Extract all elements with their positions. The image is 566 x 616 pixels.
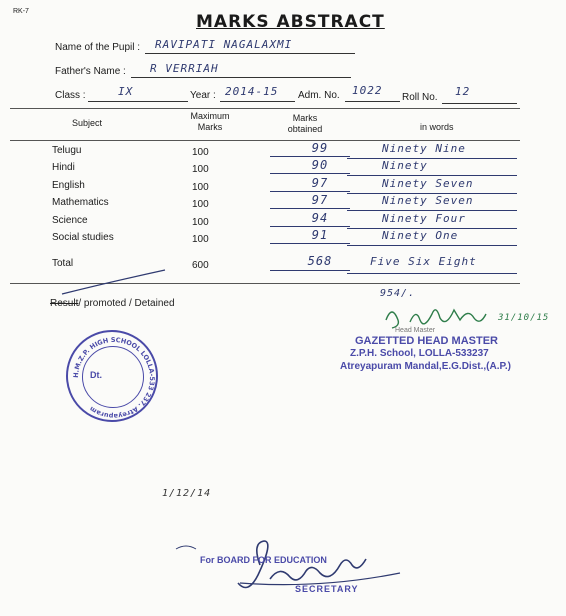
row-max: 100 (192, 234, 209, 245)
total-label: Total (52, 258, 74, 269)
total-max: 600 (192, 260, 209, 271)
total-words: Five Six Eight (370, 255, 477, 268)
class-rule (88, 101, 188, 102)
header-max (180, 111, 240, 133)
row-words: Ninety Nine (382, 142, 466, 155)
row-words-rule (347, 175, 517, 176)
header-max-line1: Maximum (190, 111, 230, 121)
page-title: MARKS ABSTRACT (196, 12, 385, 32)
roll-rule (442, 103, 517, 104)
row-max: 100 (192, 164, 209, 175)
row-subject: Science (52, 215, 88, 226)
board-signature-icon (170, 535, 410, 605)
row-marks-rule (270, 173, 350, 174)
result-line (50, 298, 175, 309)
row-marks-rule (270, 156, 350, 157)
row-marks: 99 (311, 141, 329, 155)
row-words: Ninety (382, 159, 428, 172)
row-marks: 97 (311, 193, 329, 207)
school-seal-icon (66, 330, 158, 422)
row-subject: Hindi (52, 162, 75, 173)
row-marks: 91 (311, 228, 329, 242)
row-subject: English (52, 180, 85, 191)
result-text: / promoted / Detained (78, 298, 175, 309)
total-marks-rule (270, 270, 350, 271)
row-words: Ninety Seven (382, 194, 474, 207)
header-obtained-line1: Marks (292, 113, 318, 123)
table-header-rule (10, 140, 520, 141)
row-subject: Telugu (52, 145, 82, 156)
seal-center-text: Dt. (90, 370, 102, 380)
roll-value: 12 (455, 85, 471, 98)
board-stamp-line: For BOARD FOR EDUCATION (200, 555, 327, 565)
row-words-rule (347, 210, 517, 211)
year-value: 2014-15 (225, 85, 279, 98)
table-row (52, 228, 522, 250)
row-marks: 90 (311, 158, 329, 172)
row-max: 100 (192, 182, 209, 193)
header-obtained-line2: obtained (287, 124, 323, 134)
signature-date: 31/10/15 (498, 313, 550, 323)
adm-value: 1022 (352, 84, 383, 97)
row-marks: 94 (311, 211, 329, 225)
row-words: Ninety Four (382, 212, 466, 225)
row-marks: 97 (311, 176, 329, 190)
pupil-name-rule (145, 53, 355, 54)
header-subject: Subject (72, 118, 103, 128)
row-max: 100 (192, 217, 209, 228)
pupil-name-value: RAVIPATI NAGALAXMI (155, 38, 293, 51)
handwritten-note: 1/12/14 (162, 488, 212, 499)
board-stamp-secretary: SECRETARY (295, 584, 359, 594)
total-marks: 568 (307, 254, 333, 268)
head-master-note: Head Master (395, 327, 436, 334)
row-max: 100 (192, 199, 209, 210)
pen-stroke (60, 268, 170, 298)
class-value: IX (118, 85, 134, 98)
table-header (10, 110, 520, 140)
father-name-value: R VERRIAH (150, 62, 219, 75)
row-max: 100 (192, 147, 209, 158)
signature-mark: 954/. (380, 288, 416, 299)
adm-rule (345, 101, 400, 102)
row-marks-rule (270, 208, 350, 209)
total-words-rule (347, 273, 517, 274)
row-words-rule (347, 245, 517, 246)
header-obtained (275, 113, 335, 135)
form-code: RK-7 (13, 8, 29, 15)
year-rule (220, 101, 295, 102)
adm-label: Adm. No. (298, 90, 340, 101)
result-struck: Result (50, 298, 79, 309)
table-top-rule (10, 108, 520, 109)
row-marks-rule (270, 243, 350, 244)
row-marks-rule (270, 226, 350, 227)
roll-label: Roll No. (402, 92, 438, 103)
row-words: Ninety Seven (382, 177, 474, 190)
head-master-school: Z.P.H. School, LOLLA-533237 (350, 348, 489, 359)
pupil-name-label: Name of the Pupil : (55, 42, 141, 53)
father-name-label: Father's Name : (55, 66, 126, 77)
seal-ring-text: H.M.Z.P. HIGH SCHOOL LOLLA-533 237. Atreyapuram (71, 335, 157, 421)
svg-text:H.M.Z.P. HIGH SCHOOL LOLLA-533 (72, 336, 156, 420)
header-max-line2: Marks (197, 122, 223, 132)
row-marks-rule (270, 191, 350, 192)
class-label: Class : (55, 90, 86, 101)
father-name-rule (131, 77, 351, 78)
header-words: in words (420, 122, 454, 132)
row-subject: Mathematics (52, 197, 109, 208)
row-subject: Social studies (52, 232, 114, 243)
row-words: Ninety One (382, 229, 459, 242)
head-master-title: GAZETTED HEAD MASTER (355, 335, 498, 347)
seal-ring-icon (68, 332, 160, 424)
year-label: Year : (190, 90, 216, 101)
head-master-mandal: Atreyapuram Mandal,E.G.Dist.,(A.P.) (340, 361, 511, 372)
